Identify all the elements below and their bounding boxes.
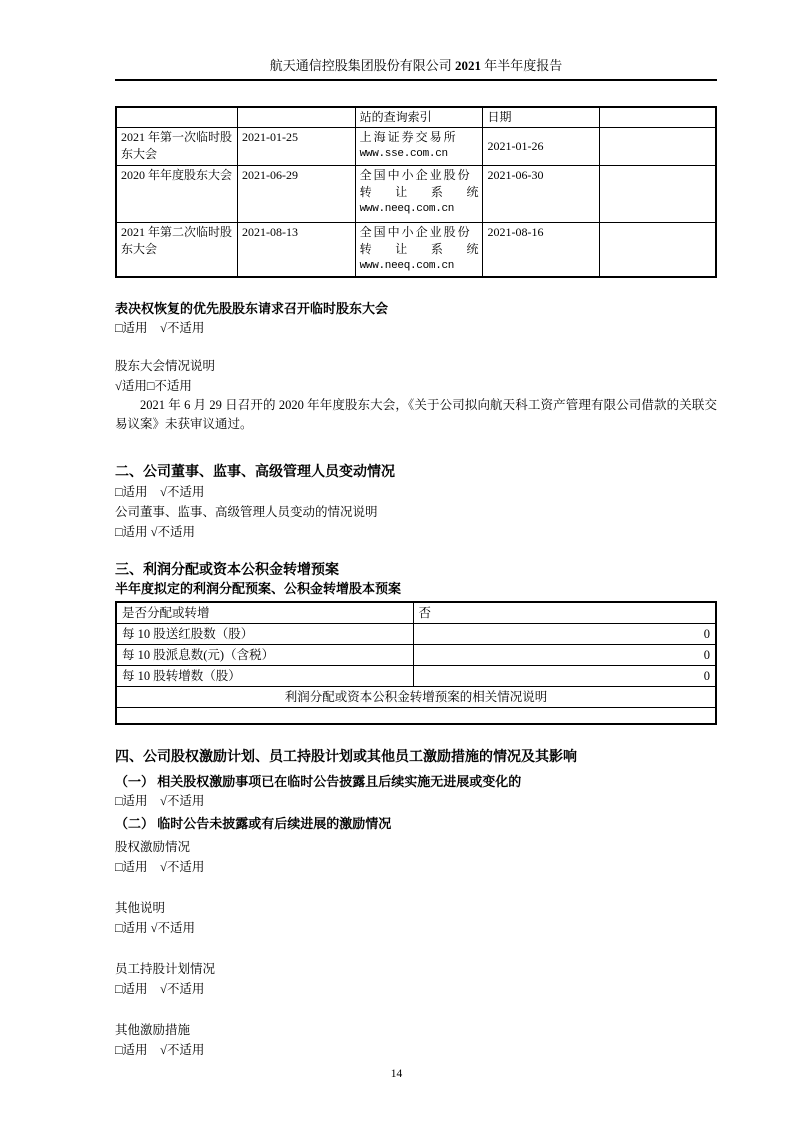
- section-3-subheading: 半年度拟定的利润分配预案、公积金转增股本预案: [115, 581, 402, 596]
- table-row: [116, 666, 716, 687]
- applicability-line: □适用 √不适用: [115, 485, 205, 499]
- section-3-heading: 三、利润分配或资本公积金转增预案: [115, 563, 339, 578]
- cell-meeting-name: 2021 年第二次临时股东大会: [116, 223, 238, 278]
- site-url: www.neeq.com.cn: [359, 260, 455, 272]
- applicability-line: □适用 √不适用: [115, 793, 205, 808]
- cell-disclosure-date: 2021-08-16: [483, 223, 600, 278]
- meeting-note-label: 股东大会情况说明: [115, 359, 216, 373]
- table-caption-row: [116, 687, 716, 708]
- cell-site: [355, 166, 483, 223]
- cell-meeting-name: 2021 年第一次临时股东大会: [116, 128, 238, 166]
- applicability-line: □适用 √不适用: [115, 981, 205, 996]
- table-caption: 利润分配或资本公积金转增预案的相关情况说明: [116, 687, 716, 708]
- cell-disclosure-date: 2021-01-26: [483, 128, 600, 166]
- header-cell-empty: [116, 107, 238, 128]
- page-content: [115, 58, 717, 1060]
- header-cell-empty: [600, 107, 716, 128]
- site-name: 全国中小企业股份: [359, 168, 472, 182]
- applicability-line: □适用 √不适用: [115, 859, 205, 874]
- cell-disclosure-date: 2021-06-30: [483, 166, 600, 223]
- table-row: [116, 624, 716, 645]
- site-name-line2: 转 让 系 统: [359, 242, 479, 256]
- cell-value: 0: [413, 645, 716, 666]
- site-name: 全国中小企业股份: [359, 225, 472, 239]
- incentive-item: [115, 1020, 717, 1060]
- table-header-row: [116, 107, 716, 128]
- page-number: 14: [390, 1068, 403, 1080]
- report-title-prefix: 航天通信控股集团股份有限公司: [269, 58, 455, 73]
- section-2-heading: 二、公司董事、监事、高级管理人员变动情况: [115, 465, 395, 480]
- shareholder-meetings-table: [115, 106, 717, 278]
- table-note: [116, 708, 716, 724]
- cell-label: 每 10 股转增数（股）: [116, 666, 413, 687]
- site-url: www.neeq.com.cn: [359, 203, 455, 215]
- incentive-item-label: 其他激励措施: [115, 1022, 191, 1037]
- table-row: [116, 128, 716, 166]
- incentive-item-label: 股权激励情况: [115, 839, 191, 854]
- cell-empty: [600, 223, 716, 278]
- cell-session-date: 2021-08-13: [238, 223, 356, 278]
- table-row: [116, 602, 716, 624]
- cell-session-date: 2021-06-29: [238, 166, 356, 223]
- incentive-item: [115, 837, 717, 877]
- header-cell-query-index: 站的查询索引: [355, 107, 483, 128]
- cell-meeting-name: 2020 年年度股东大会: [116, 166, 238, 223]
- cell-site: [355, 223, 483, 278]
- document-header: [115, 58, 717, 81]
- cell-label: 每 10 股送红股数（股）: [116, 624, 413, 645]
- table-note-row: [116, 708, 716, 724]
- cell-label: 每 10 股派息数(元)（含税）: [116, 645, 413, 666]
- site-name-line2: 转 让 系 统: [359, 185, 479, 199]
- cell-site: [355, 128, 483, 166]
- cell-empty: [600, 166, 716, 223]
- site-url: www.sse.com.cn: [359, 148, 448, 160]
- applicability-line: □适用 √不适用: [115, 525, 196, 539]
- incentive-item: [115, 898, 717, 938]
- section-2-note-label: 公司董事、监事、高级管理人员变动的情况说明: [115, 505, 378, 519]
- profit-distribution-table: [115, 601, 717, 725]
- section-4-heading: 四、公司股权激励计划、员工持股计划或其他员工激励措施的情况及其影响: [115, 749, 577, 765]
- table-row: [116, 645, 716, 666]
- header-cell-empty: [238, 107, 356, 128]
- cell-session-date: 2021-01-25: [238, 128, 356, 166]
- applicability-line: √适用□不适用: [115, 379, 192, 393]
- report-title-year: 2021: [455, 58, 481, 73]
- preferred-shareholders-heading: 表决权恢复的优先股股东请求召开临时股东大会: [115, 301, 389, 316]
- site-name: 上海证券交易所: [359, 130, 458, 144]
- cell-value: 0: [413, 624, 716, 645]
- applicability-line: □适用 √不适用: [115, 920, 196, 935]
- meeting-note-paragraph: 2021 年 6 月 29 日召开的 2020 年年度股东大会，《关于公司拟向航天科工资产管理有限公司借款的关联交易议案》未获审议通过。: [115, 398, 717, 431]
- section-4-sub2-heading: （二） 临时公告未披露或有后续进展的激励情况: [115, 815, 392, 831]
- applicability-line: □适用 √不适用: [115, 321, 205, 335]
- table-row: [116, 223, 716, 278]
- incentive-item-label: 员工持股计划情况: [115, 961, 216, 976]
- table-row: [116, 166, 716, 223]
- section-4-sub1-heading: （一） 相关股权激励事项已在临时公告披露且后续实施无进展或变化的: [115, 773, 522, 789]
- cell-value: 0: [413, 666, 716, 687]
- applicability-line: □适用 √不适用: [115, 1042, 205, 1057]
- cell-empty: [600, 128, 716, 166]
- report-title-suffix: 年半年度报告: [481, 58, 563, 73]
- incentive-item-label: 其他说明: [115, 900, 166, 915]
- incentive-item: [115, 959, 717, 999]
- cell-label: 是否分配或转增: [116, 602, 413, 624]
- header-cell-date: 日期: [483, 107, 600, 128]
- cell-value: 否: [413, 602, 716, 624]
